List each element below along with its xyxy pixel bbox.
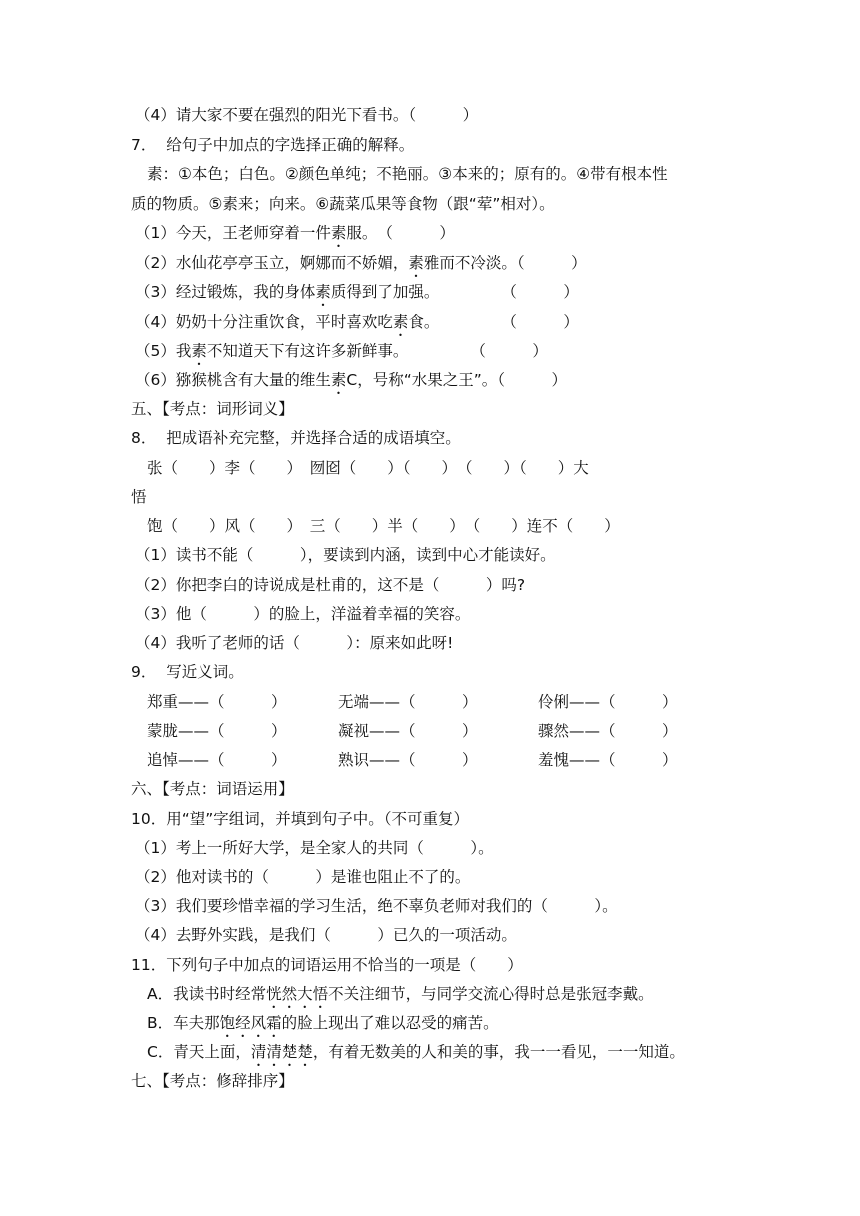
q7-title: 7． 给句子中加点的字选择正确的解释。 — [131, 136, 415, 154]
section-7-heading: 七、【考点：修辞排序】 — [131, 1072, 294, 1090]
q10-item-1: （1）考上一所好大学，是全家人的共同（ ）。 — [135, 839, 494, 857]
q8-item-1: （1）读书不能（ ），要读到内涵，读到中心才能读好。 — [135, 546, 556, 564]
q9-synonym: 伶俐——（ ） — [538, 693, 678, 711]
q8-idiom-row1-wrap: 悟 — [131, 488, 147, 506]
q8-item-2: （2）你把李白的诗说成是杜甫的，这不是（ ）吗? — [135, 576, 526, 594]
section-6-heading: 六、【考点：词语运用】 — [131, 780, 294, 798]
q9-synonym: 凝视——（ ） — [338, 722, 478, 740]
q7-definition-line2: 质的物质。⑤素来；向来。⑥蔬菜瓜果等食物（跟“荤”相对）。 — [131, 195, 555, 213]
q9-synonym: 郑重——（ ） — [147, 693, 287, 711]
q11-option-c: C．青天上面，清清楚楚，有着无数美的人和美的事，我一一看见，一一知道。 — [147, 1043, 685, 1061]
section-5-heading: 五、【考点：词形词义】 — [131, 400, 294, 418]
q9-title: 9． 写近义词。 — [131, 663, 244, 681]
q8-item-4: （4）我听了老师的话（ ）：原来如此呀! — [135, 634, 454, 652]
dotted-char: 素 — [392, 313, 409, 331]
q11-option-b: B．车夫那饱经风霜的脸上现出了难以忍受的痛苦。 — [147, 1014, 499, 1032]
q9-synonym: 羞愧——（ ） — [538, 751, 678, 769]
q9-synonym: 骤然——（ ） — [538, 722, 678, 740]
q8-item-3: （3）他（ ）的脸上，洋溢着幸福的笑容。 — [135, 605, 471, 623]
dotted-phrase: 清清楚楚 — [250, 1043, 313, 1061]
q8-idiom-row1: 张（ ）李（ ） 囫囵（ ）（ ） （ ）（ ）大 — [147, 459, 589, 477]
q11-option-a: A．我读书时经常恍然大悟不关注细节，与同学交流心得时总是张冠李戴。 — [147, 985, 654, 1003]
q7-definition-line1: 素：①本色；白色。②颜色单纯；不艳丽。③本来的；原有的。④带有根本性 — [147, 165, 668, 183]
q10-title: 10．用“望”字组词，并填到句子中。（不可重复） — [131, 810, 470, 828]
dotted-char: 素 — [408, 254, 424, 272]
q11-title: 11．下列句子中加点的词语运用不恰当的一项是（ ） — [131, 956, 523, 974]
q7-item-2: （2）水仙花亭亭玉立，婀娜而不娇媚，素雅而不冷淡。（ ） — [135, 254, 587, 272]
q9-synonym: 熟识——（ ） — [338, 751, 478, 769]
q9-synonym: 蒙胧——（ ） — [147, 722, 287, 740]
q10-item-4: （4）去野外实践，是我们（ ）已久的一项活动。 — [135, 926, 517, 944]
q7-item-4: （4）奶奶十分注重饮食，平时喜欢吃素食。 （ ） — [135, 313, 579, 331]
dotted-char: 素 — [330, 224, 347, 242]
q9-synonym: 追悼——（ ） — [147, 751, 287, 769]
dotted-phrase: 恍然大悟 — [266, 985, 329, 1003]
q7-item-6: （6）猕猴桃含有大量的维生素C，号称“水果之王”。（ ） — [135, 371, 568, 389]
q8-title: 8． 把成语补充完整，并选择合适的成语填空。 — [131, 429, 461, 447]
dotted-phrase: 饱经风霜 — [219, 1014, 282, 1032]
q6-item-4: （4）请大家不要在强烈的阳光下看书。（ ） — [135, 106, 479, 124]
dotted-char: 素 — [315, 283, 331, 301]
q7-item-3: （3）经过锻炼，我的身体素质得到了加强。 （ ） — [135, 283, 579, 301]
q10-item-3: （3）我们要珍惜幸福的学习生活，绝不辜负老师对我们的（ ）。 — [135, 897, 618, 915]
dotted-char: 素 — [330, 371, 347, 389]
q7-item-5: （5）我素不知道天下有这许多新鲜事。 （ ） — [135, 342, 548, 360]
q10-item-2: （2）他对读书的（ ）是谁也阻止不了的。 — [135, 868, 471, 886]
q8-idiom-row2: 饱（ ）风（ ） 三（ ）半（ ） （ ）连不（ ） — [147, 517, 620, 535]
q9-synonym: 无端——（ ） — [338, 693, 478, 711]
dotted-char: 素 — [191, 342, 207, 360]
q7-item-1: （1）今天，王老师穿着一件素服。 （ ） — [135, 224, 455, 242]
